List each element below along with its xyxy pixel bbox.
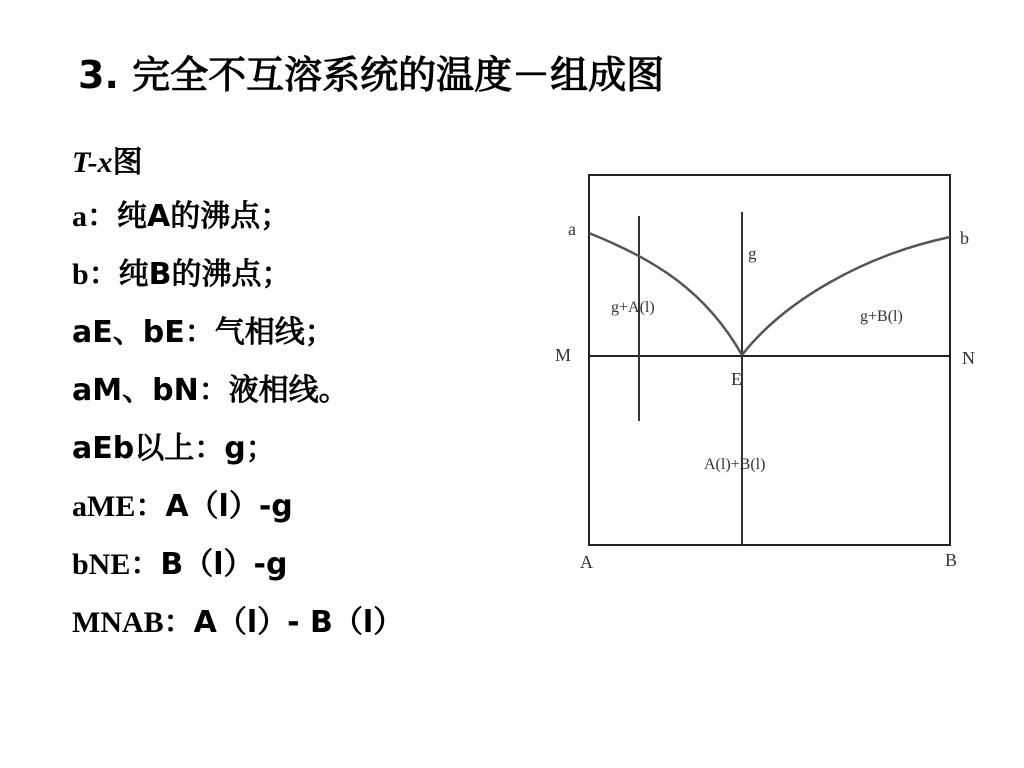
vapor-curve-be <box>742 237 950 355</box>
list-item-liquid-lines <box>72 366 403 424</box>
tx-diagram-heading <box>72 138 403 192</box>
region-label-g: g <box>748 244 757 263</box>
item-text: ：g； <box>194 431 276 466</box>
label-e: E <box>731 369 742 389</box>
slide-title: 3. 完全不互溶系统的温度－组成图 <box>78 53 665 97</box>
item-text: ：A（l）- B（l） <box>163 605 404 640</box>
item-text: ：B（l）-g <box>130 547 288 582</box>
region-label-liquid: A(l)+B(l) <box>704 456 766 473</box>
item-label: aEb以上 <box>72 431 195 466</box>
item-text: ：A（l）-g <box>135 489 293 524</box>
phase-diagram-svg <box>545 160 990 585</box>
item-label: aM、bN <box>72 373 199 408</box>
label-axis-a: A <box>580 552 593 572</box>
list-item-a <box>72 192 403 250</box>
item-text: ：气相线； <box>184 315 335 350</box>
list-item-b <box>72 250 403 308</box>
item-label: aE、bE <box>72 315 185 350</box>
region-label-g-a: g+A(l) <box>611 299 655 316</box>
item-text: ：纯B的沸点； <box>88 257 292 292</box>
label-axis-b: B <box>945 550 958 570</box>
label-b: b <box>960 228 969 248</box>
description-list <box>72 138 403 656</box>
item-label: a <box>72 200 87 233</box>
item-text: ：液相线。 <box>198 373 349 408</box>
list-item-vapor-lines <box>72 308 403 366</box>
list-item-above-aeb <box>72 424 403 482</box>
vapor-curve-ae <box>589 233 742 355</box>
item-label: MNAB <box>72 606 164 639</box>
list-item-mnab <box>72 598 403 656</box>
heading-italic: T-x <box>72 146 113 179</box>
list-item-ame <box>72 482 403 540</box>
list-item-bne <box>72 540 403 598</box>
phase-diagram <box>545 160 990 589</box>
item-label: bNE <box>72 548 131 581</box>
heading-suffix: 图 <box>112 145 143 180</box>
item-text: ：纯A的沸点； <box>87 199 291 234</box>
diagram-frame <box>589 175 950 545</box>
label-m: M <box>555 345 572 365</box>
label-n: N <box>962 348 975 368</box>
item-label: b <box>72 258 89 291</box>
label-a: a <box>568 219 576 239</box>
item-label: aME <box>72 490 136 523</box>
region-label-g-b: g+B(l) <box>860 308 903 325</box>
